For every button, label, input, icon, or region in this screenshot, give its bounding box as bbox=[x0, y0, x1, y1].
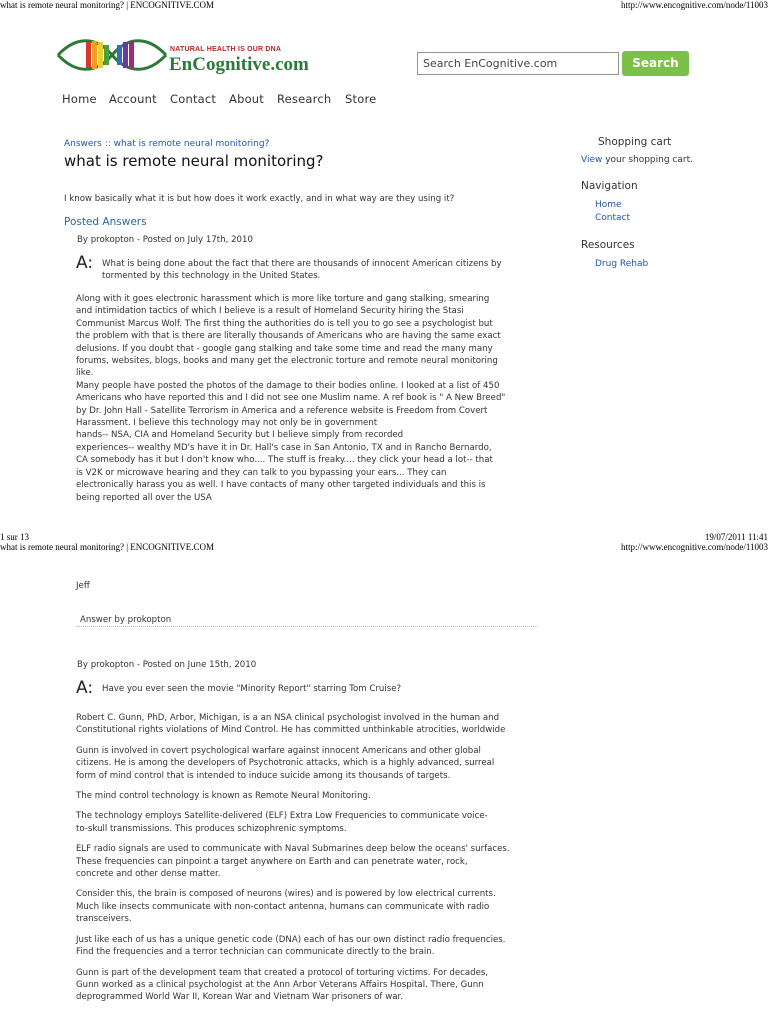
answer1-line: CA somebody has it but I don't know who.... The stuff is freaky.... they click your head a lot-- that bbox=[76, 455, 493, 466]
answer2-paragraph bbox=[76, 843, 556, 880]
answer1-line: is V2K or microwave hearing and they can talk to you bypassing your ears... They can bbox=[76, 467, 447, 478]
answer2-line: deprogrammed World War II, Korean War and Vietnam War prisoners of war. bbox=[76, 992, 403, 1003]
answer-divider bbox=[76, 626, 538, 627]
posted-answers-heading: Posted Answers bbox=[64, 216, 147, 228]
answer2-line: Much like insects communicate with non-contact antenna, humans can communicate with radio bbox=[76, 901, 490, 912]
nav-account[interactable]: Account bbox=[109, 92, 157, 106]
sidebar-cart-desc: your shopping cart. bbox=[602, 155, 693, 165]
nav-about[interactable]: About bbox=[229, 92, 265, 106]
logo-dna-icon[interactable] bbox=[56, 34, 168, 76]
nav-contact[interactable]: Contact bbox=[170, 92, 217, 106]
answer2-line: to-skull transmissions. This produces schizophrenic symptoms. bbox=[76, 823, 347, 834]
sidebar-resources-title: Resources bbox=[581, 239, 635, 251]
answer1-line: Harassment. I believe this technology may not only be in government bbox=[76, 418, 378, 429]
answer2-line: Gunn is part of the development team that created a protocol of torturing victims. For decades, bbox=[76, 967, 489, 978]
answer1-line: experiences-- wealthy MD's have it in Dr. Hall's case in San Antonio, TX and in Rancho Bernardo, bbox=[76, 442, 492, 453]
answer2-paragraph bbox=[76, 810, 556, 835]
answer2-line: The mind control technology is known as Remote Neural Monitoring. bbox=[76, 791, 371, 802]
answer2-paragraph bbox=[76, 745, 556, 782]
answer2-line: Constitutional rights violations of Mind Control. He has committed unthinkable atrocities, worldwide bbox=[76, 725, 506, 736]
print-date: 19/07/2011 11:41 bbox=[704, 532, 768, 542]
page-title: what is remote neural monitoring? bbox=[64, 152, 324, 170]
breadcrumb-answers[interactable]: Answers bbox=[64, 139, 102, 149]
sidebar-cart-text bbox=[581, 155, 693, 165]
answer2-line: Consider this, the brain is composed of neurons (wires) and is powered by low electrical currents. bbox=[76, 889, 496, 900]
answer2-paragraph bbox=[76, 888, 556, 925]
answer1-line: Many people have posted the photos of the damage to their bodies online. I looked at a list of 450 bbox=[76, 380, 500, 391]
answer2-line: ELF radio signals are used to communicate with Naval Submarines deep below the oceans' surfaces. bbox=[76, 844, 510, 855]
answer1-line: like. bbox=[76, 368, 94, 379]
search-placeholder: Search EnCognitive.com bbox=[423, 57, 558, 70]
answer1-line: Americans who have reported this and I did not see one Muslim name. A ref book is " A New Breed" bbox=[76, 393, 506, 404]
sidebar-nav-title: Navigation bbox=[581, 180, 638, 192]
nav-research[interactable]: Research bbox=[277, 92, 332, 106]
print-url-top: http://www.encognitive.com/node/11003 bbox=[620, 0, 768, 10]
answer2-marker: A: bbox=[76, 678, 94, 698]
sidebar-nav-home[interactable]: Home bbox=[595, 200, 622, 210]
answer1-line: electronically harass you as well. I have contacts of many other targeted individuals and this is bbox=[76, 480, 486, 491]
answer2-body bbox=[76, 712, 556, 1012]
search-input[interactable] bbox=[417, 52, 619, 75]
answer2-byline: By prokopton - Posted on June 15th, 2010 bbox=[77, 660, 257, 670]
answer2-paragraph bbox=[76, 934, 556, 959]
search-button[interactable]: Search bbox=[622, 51, 689, 76]
print-page-number: 1 sur 13 bbox=[0, 532, 29, 542]
answer1-lead: What is being done about the fact that there are thousands of innocent American citizens by tormented by this technology in the United States. bbox=[102, 259, 502, 282]
question-text: I know basically what it is but how does it work exactly, and in what way are they using it? bbox=[64, 194, 455, 204]
breadcrumb-separator: :: bbox=[104, 139, 111, 149]
sidebar-nav-contact[interactable]: Contact bbox=[595, 213, 631, 223]
answer2-paragraph bbox=[76, 712, 556, 737]
answer1-line: Communist Marcus Wolf. The first thing the authorities do is tell you to go see a psychologist but bbox=[76, 318, 493, 329]
answer2-line: Gunn is involved in covert psychological warfare against innocent Americans and other global bbox=[76, 745, 481, 756]
print-title-page2: what is remote neural monitoring? | ENCOGNITIVE.COM bbox=[0, 542, 215, 552]
answer2-line: These frequencies can pinpoint a target anywhere on Earth and can penetrate water, rock, bbox=[76, 856, 468, 867]
sidebar-cart-view-link[interactable]: View bbox=[581, 155, 603, 165]
nav-home[interactable]: Home bbox=[62, 92, 97, 106]
answer1-line: being reported all over the USA bbox=[76, 492, 212, 503]
answer1-line: forums, websites, blogs, books and many get the electronic torture and remote neural monitoring bbox=[76, 356, 498, 367]
answer1-signoff: Jeff bbox=[76, 581, 90, 591]
print-url-page2: http://www.encognitive.com/node/11003 bbox=[620, 542, 768, 552]
sidebar-cart-title: Shopping cart bbox=[598, 136, 672, 148]
answer2-line: Just like each of us has a unique genetic code (DNA) each of has our own distinct radio frequencies. bbox=[76, 934, 506, 945]
answer2-line: Find the frequencies and a terror technician can communicate directly to the brain. bbox=[76, 947, 435, 958]
answer2-line: transceivers. bbox=[76, 914, 132, 925]
answer2-line: citizens. He is among the developers of Psychotronic attacks, which is a highly advanced, surreal bbox=[76, 758, 495, 769]
answer2-line: form of mind control that is intended to induce suicide among its thousands of targets. bbox=[76, 770, 451, 781]
breadcrumb bbox=[64, 139, 269, 149]
answer1-line: Along with it goes electronic harassment which is more like torture and gang stalking, smearing bbox=[76, 294, 490, 304]
answer2-line: Gunn worked as a clinical psychologist at the Ann Arbor Veterans Affairs Hospital. There, Gunn bbox=[76, 979, 484, 990]
answer1-body bbox=[76, 293, 546, 504]
answer1-marker: A: bbox=[76, 253, 94, 273]
answer2-line: concrete and other dense matter. bbox=[76, 869, 221, 880]
answer1-answer-by: Answer by prokopton bbox=[80, 615, 172, 625]
answer1-byline: By prokopton - Posted on July 17th, 2010 bbox=[77, 235, 253, 245]
logo-name[interactable]: EnCognitive.com bbox=[169, 54, 309, 75]
answer2-line: Robert C. Gunn, PhD, Arbor, Michigan, is a an NSA clinical psychologist involved in the human and bbox=[76, 713, 500, 723]
answer2-lead: Have you ever seen the movie "Minority Report" starring Tom Cruise? bbox=[102, 684, 402, 694]
breadcrumb-current[interactable]: what is remote neural monitoring? bbox=[113, 139, 270, 149]
answer1-line: hands-- NSA, CIA and Homeland Security but I believe simply from recorded bbox=[76, 430, 404, 441]
answer2-line: The technology employs Satellite-delivered (ELF) Extra Low Frequencies to communicate voice- bbox=[76, 811, 488, 822]
sidebar-resource-drug-rehab[interactable]: Drug Rehab bbox=[595, 259, 649, 269]
answer1-line: the problem with that is there are literally thousands of Americans who are having the same exact bbox=[76, 331, 501, 342]
logo-tagline: NATURAL HEALTH IS OUR DNA bbox=[170, 46, 282, 53]
print-title-top: what is remote neural monitoring? | ENCOGNITIVE.COM bbox=[0, 0, 215, 10]
nav-store[interactable]: Store bbox=[345, 92, 377, 106]
answer1-line: by Dr. John Hall - Satellite Terrorism in America and a reference website is Freedom from Covert bbox=[76, 405, 488, 416]
answer1-line: delusions. If you doubt that - google gang stalking and take some time and read the many many bbox=[76, 343, 493, 354]
answer2-paragraph bbox=[76, 967, 556, 1004]
answer1-line: and intimidation tactics of which I believe is a result of Homeland Security hiring the Stasi bbox=[76, 306, 464, 317]
answer2-paragraph bbox=[76, 790, 556, 802]
